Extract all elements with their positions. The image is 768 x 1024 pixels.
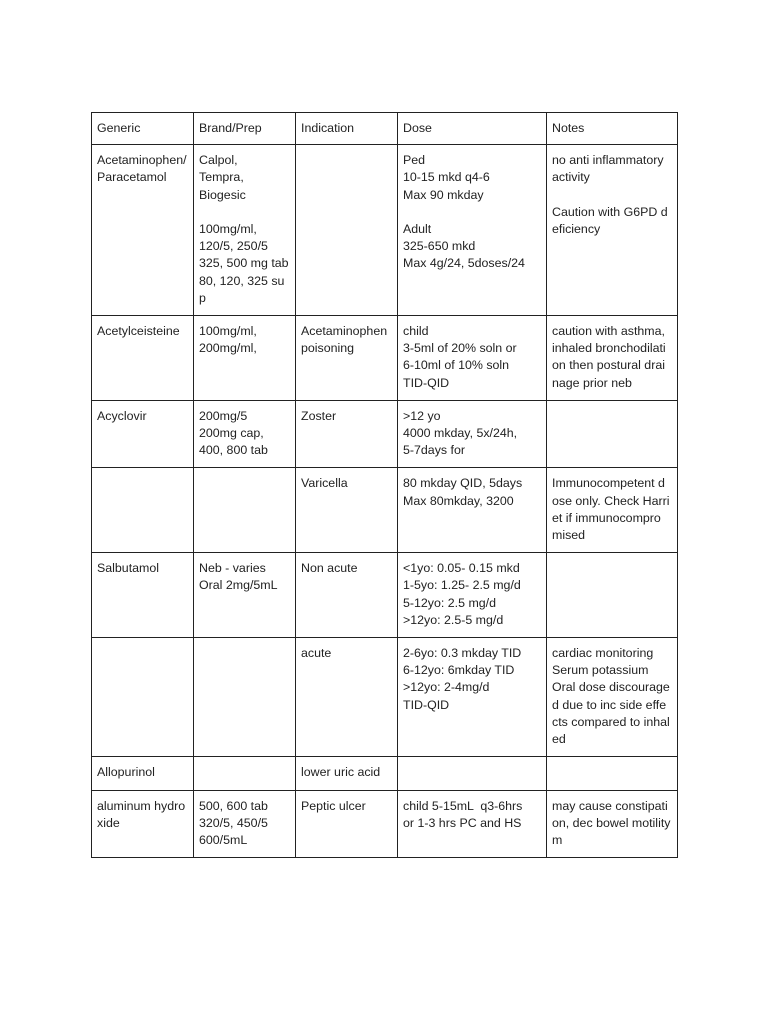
cell-generic <box>92 638 194 757</box>
cell-text: Neb - varies Oral 2mg/5mL <box>199 561 278 593</box>
table-row <box>92 553 678 638</box>
cell-text: Calpol, Tempra, Biogesic 100mg/ml, 120/5, 250/5 325, 500 mg tab 80, 120, 325 sup <box>199 153 289 305</box>
cell-text: child 5-15mL q3-6hrs or 1-3 hrs PC and HS <box>403 798 523 830</box>
cell-notes <box>547 400 678 468</box>
cell-text: 100mg/ml, 200mg/ml, <box>199 324 257 356</box>
cell-text: Zoster <box>301 408 337 423</box>
cell-generic <box>92 316 194 401</box>
cell-text: 2-6yo: 0.3 mkday TID 6-12yo: 6mkday TID >12yo: 2-4mg/d TID-QID <box>403 646 522 712</box>
cell-notes <box>547 757 678 790</box>
cell-text: caution with asthma, inhaled bronchodilation then postural drainage prior neb <box>552 324 669 390</box>
cell-text: Allopurinol <box>97 765 155 780</box>
cell-text: Acetaminophen poisoning <box>301 324 391 356</box>
cell-text: Salbutamol <box>97 561 159 576</box>
cell-indication <box>296 145 398 316</box>
cell-text: Acyclovir <box>97 408 147 423</box>
cell-text: no anti inflammatory activity Caution with G6PD deficiency <box>552 153 668 237</box>
header-indication: Indication <box>296 113 398 145</box>
cell-dose <box>398 400 547 468</box>
cell-generic <box>92 468 194 553</box>
cell-generic <box>92 790 194 858</box>
cell-dose <box>398 553 547 638</box>
cell-text: Non acute <box>301 561 358 576</box>
cell-brand <box>194 400 296 468</box>
cell-generic <box>92 757 194 790</box>
cell-notes <box>547 790 678 858</box>
cell-brand <box>194 553 296 638</box>
table-row <box>92 468 678 553</box>
cell-text: Varicella <box>301 476 348 491</box>
cell-text: <1yo: 0.05- 0.15 mkd 1-5yo: 1.25- 2.5 mg/d 5-12yo: 2.5 mg/d >12yo: 2.5-5 mg/d <box>403 561 521 627</box>
cell-text: 200mg/5 200mg cap, 400, 800 tab <box>199 408 268 458</box>
cell-text: 500, 600 tab 320/5, 450/5 600/5mL <box>199 798 268 847</box>
table-row <box>92 400 678 468</box>
cell-text: cardiac monitoring Serum potassium Oral dose discouraged due to inc side effects compared to inhaled <box>552 646 670 747</box>
cell-notes <box>547 316 678 401</box>
cell-indication <box>296 790 398 858</box>
cell-indication <box>296 316 398 401</box>
cell-text: Immunocompetent dose only. Check Harriet if immunocompromised <box>552 476 670 543</box>
drug-reference-table <box>91 112 678 858</box>
header-brand-prep: Brand/Prep <box>194 113 296 145</box>
cell-indication <box>296 468 398 553</box>
cell-text: aluminum hydroxide <box>97 798 186 830</box>
cell-text: acute <box>301 646 332 661</box>
cell-text: Acetaminophen/ Paracetamol <box>97 153 187 185</box>
cell-dose <box>398 790 547 858</box>
cell-generic <box>92 400 194 468</box>
cell-indication <box>296 400 398 468</box>
cell-text: Ped 10-15 mkd q4-6 Max 90 mkday Adult 325-650 mkd Max 4g/24, 5doses/24 <box>403 153 525 271</box>
cell-text: lower uric acid <box>301 765 381 780</box>
cell-dose <box>398 145 547 316</box>
table-row <box>92 790 678 858</box>
cell-brand <box>194 790 296 858</box>
cell-text: child 3-5ml of 20% soln or 6-10ml of 10% soln TID-QID <box>403 324 517 390</box>
cell-brand <box>194 145 296 316</box>
cell-notes <box>547 553 678 638</box>
cell-brand <box>194 468 296 553</box>
header-generic: Generic <box>92 113 194 145</box>
cell-dose <box>398 316 547 401</box>
cell-notes <box>547 468 678 553</box>
cell-text: may cause constipation, dec bowel motilitym <box>552 798 671 847</box>
header-dose: Dose <box>398 113 547 145</box>
cell-dose <box>398 638 547 757</box>
cell-text: 80 mkday QID, 5days Max 80mkday, 3200 <box>403 476 523 508</box>
header-notes: Notes <box>547 113 678 145</box>
cell-text: Acetylceisteine <box>97 324 180 339</box>
cell-dose <box>398 757 547 790</box>
cell-notes <box>547 638 678 757</box>
cell-generic <box>92 553 194 638</box>
cell-dose <box>398 468 547 553</box>
cell-generic <box>92 145 194 316</box>
cell-indication <box>296 638 398 757</box>
cell-text: >12 yo 4000 mkday, 5x/24h, 5-7days for <box>403 408 518 458</box>
table-row <box>92 145 678 316</box>
table-row <box>92 757 678 790</box>
table-row <box>92 638 678 757</box>
cell-brand <box>194 638 296 757</box>
cell-notes <box>547 145 678 316</box>
cell-indication <box>296 757 398 790</box>
cell-brand <box>194 316 296 401</box>
table-row <box>92 316 678 401</box>
cell-brand <box>194 757 296 790</box>
table-header-row <box>92 113 678 145</box>
cell-text: Peptic ulcer <box>301 798 366 813</box>
cell-indication <box>296 553 398 638</box>
